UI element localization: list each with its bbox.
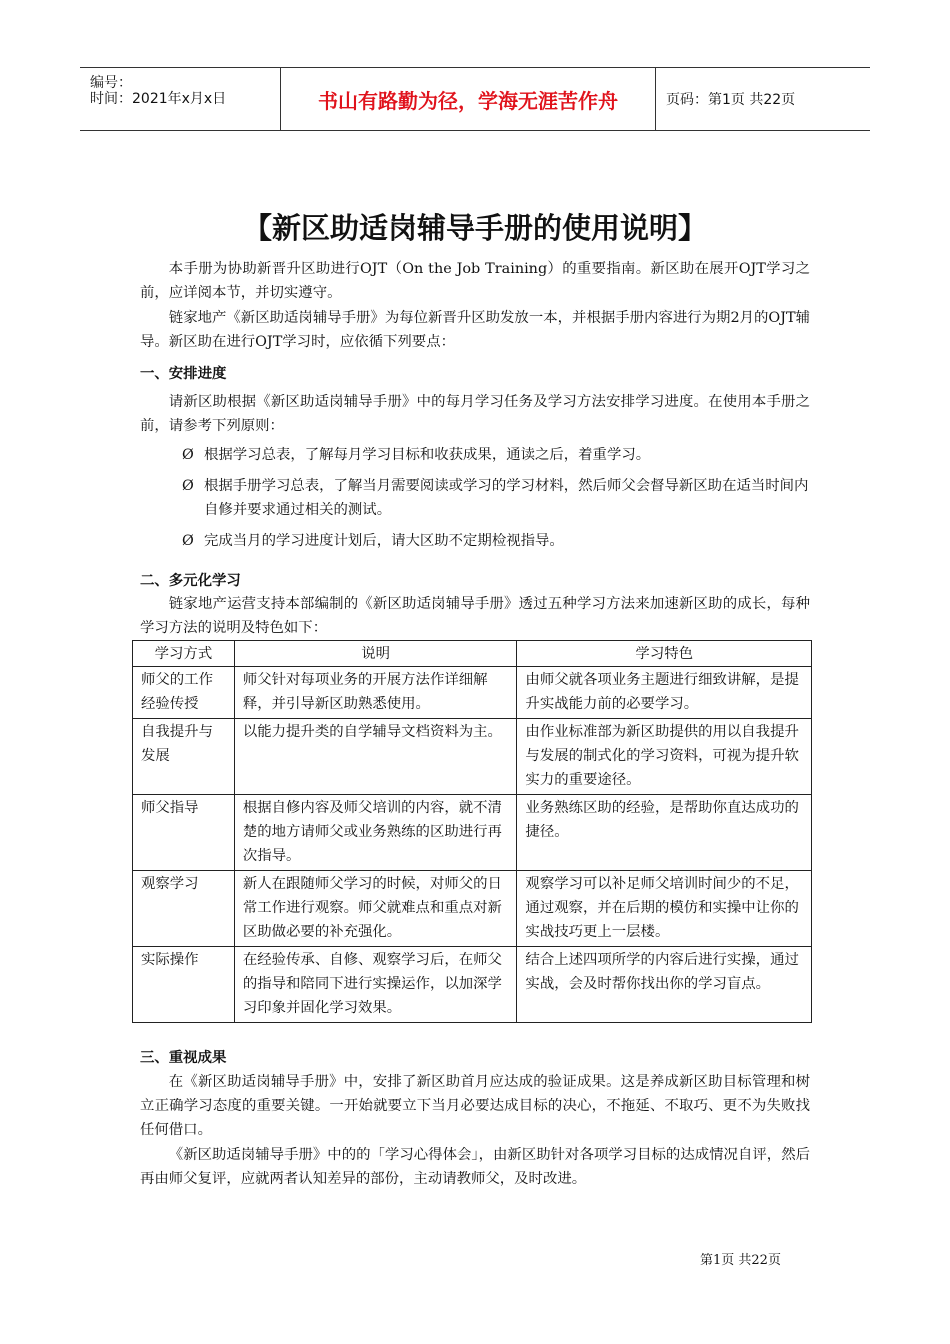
header-number: 编号：: [90, 75, 132, 91]
page-header: [80, 67, 870, 131]
section3-heading: 三、重视成果: [140, 1050, 227, 1066]
feature-cell: 观察学习可以补足师父培训时间少的不足，通过观察，并在后期的模仿和实操中让你的实战技巧更上一层楼。: [517, 871, 812, 947]
document-title: 【新区助适岗辅导手册的使用说明】: [242, 211, 707, 245]
bullet-text: 完成当月的学习进度计划后，请大区助不定期检视指导。: [204, 533, 564, 549]
bullet-item: [182, 529, 810, 553]
header-page-info: 页码：第1页 共22页: [666, 92, 796, 108]
learning-methods-table: [132, 640, 812, 1023]
column-header: 学习特色: [517, 641, 812, 667]
bullet-arrow-icon: Ø: [182, 478, 194, 494]
column-header: 说明: [234, 641, 517, 667]
method-name-cell: 实际操作: [133, 947, 235, 1023]
section1-paragraph: 请新区助根据《新区助适岗辅导手册》中的每月学习任务及学习方法安排学习进度。在使用本手册之前，请参考下列原则：: [140, 394, 810, 434]
table-row: [133, 871, 812, 947]
header-motto: 书山有路勤为径，学海无涯苦作舟: [280, 68, 656, 130]
feature-cell: 结合上述四项所学的内容后进行实操，通过实战，会及时帮你找出你的学习盲点。: [517, 947, 812, 1023]
column-header: 学习方式: [133, 641, 235, 667]
bullet-item: [182, 443, 810, 467]
feature-cell: 业务熟练区助的经验，是帮助你直达成功的捷径。: [517, 795, 812, 871]
header-meta: [80, 68, 280, 130]
description-cell: 在经验传承、自修、观察学习后，在师父的指导和陪同下进行实操运作，以加深学习印象并固化学习效果。: [234, 947, 517, 1023]
bullet-text: 根据学习总表，了解每月学习目标和收获成果，通读之后，着重学习。: [204, 447, 651, 463]
method-name-cell: 自我提升与发展: [133, 719, 235, 795]
method-name-cell: 师父指导: [133, 795, 235, 871]
section3-paragraph-2: 《新区助适岗辅导手册》中的的「学习心得体会」，由新区助针对各项学习目标的达成情况自评，然后再由师父复评，应就两者认知差异的部份，主动请教师父，及时改进。: [140, 1147, 810, 1187]
section3-paragraph-1: 在《新区助适岗辅导手册》中，安排了新区助首月应达成的验证成果。这是养成新区助目标管理和树立正确学习态度的重要关键。一开始就要立下当月必要达成目标的决心，不拖延、不取巧、更不为失败找任何借口。: [140, 1074, 810, 1138]
feature-cell: 由师父就各项业务主题进行细致讲解，是提升实战能力前的必要学习。: [517, 667, 812, 719]
section1-heading: 一、安排进度: [140, 366, 227, 382]
description-cell: 师父针对每项业务的开展方法作详细解释，并引导新区助熟悉使用。: [234, 667, 517, 719]
bullet-arrow-icon: Ø: [182, 533, 194, 549]
section2-paragraph: 链家地产运营支持本部编制的《新区助适岗辅导手册》透过五种学习方法来加速新区助的成长，每种学习方法的说明及特色如下：: [140, 596, 810, 636]
section2-heading: 二、多元化学习: [140, 573, 241, 589]
table-row: [133, 667, 812, 719]
description-cell: 根据自修内容及师父培训的内容，就不清楚的地方请师父或业务熟练的区助进行再次指导。: [234, 795, 517, 871]
intro-paragraph-2: 链家地产《新区助适岗辅导手册》为每位新晋升区助发放一本，并根据手册内容进行为期2月的OJT辅导。新区助在进行OJT学习时，应依循下列要点：: [140, 310, 810, 350]
table-row: [133, 947, 812, 1023]
method-name-cell: 观察学习: [133, 871, 235, 947]
description-cell: 新人在跟随师父学习的时候，对师父的日常工作进行观察。师父就难点和重点对新区助做必要的补充强化。: [234, 871, 517, 947]
header-time: 时间：2021年x月x日: [90, 91, 227, 107]
method-name-cell: 师父的工作经验传授: [133, 667, 235, 719]
bullet-arrow-icon: Ø: [182, 447, 194, 463]
bullet-item: [182, 474, 810, 522]
table-row: [133, 719, 812, 795]
feature-cell: 由作业标准部为新区助提供的用以自我提升与发展的制式化的学习资料，可视为提升软实力的重要途径。: [517, 719, 812, 795]
description-cell: 以能力提升类的自学辅导文档资料为主。: [234, 719, 517, 795]
bullet-text: 根据手册学习总表，了解当月需要阅读或学习的学习材料，然后师父会督导新区助在适当时间内自修并要求通过相关的测试。: [204, 478, 809, 518]
intro-paragraph-1: 本手册为协助新晋升区助进行OJT（On the Job Training）的重要指南。新区助在展开OJT学习之前，应详阅本节，并切实遵守。: [140, 261, 810, 301]
page-footer: 第1页 共22页: [700, 1253, 781, 1268]
table-header-row: [133, 641, 812, 667]
table-row: [133, 795, 812, 871]
